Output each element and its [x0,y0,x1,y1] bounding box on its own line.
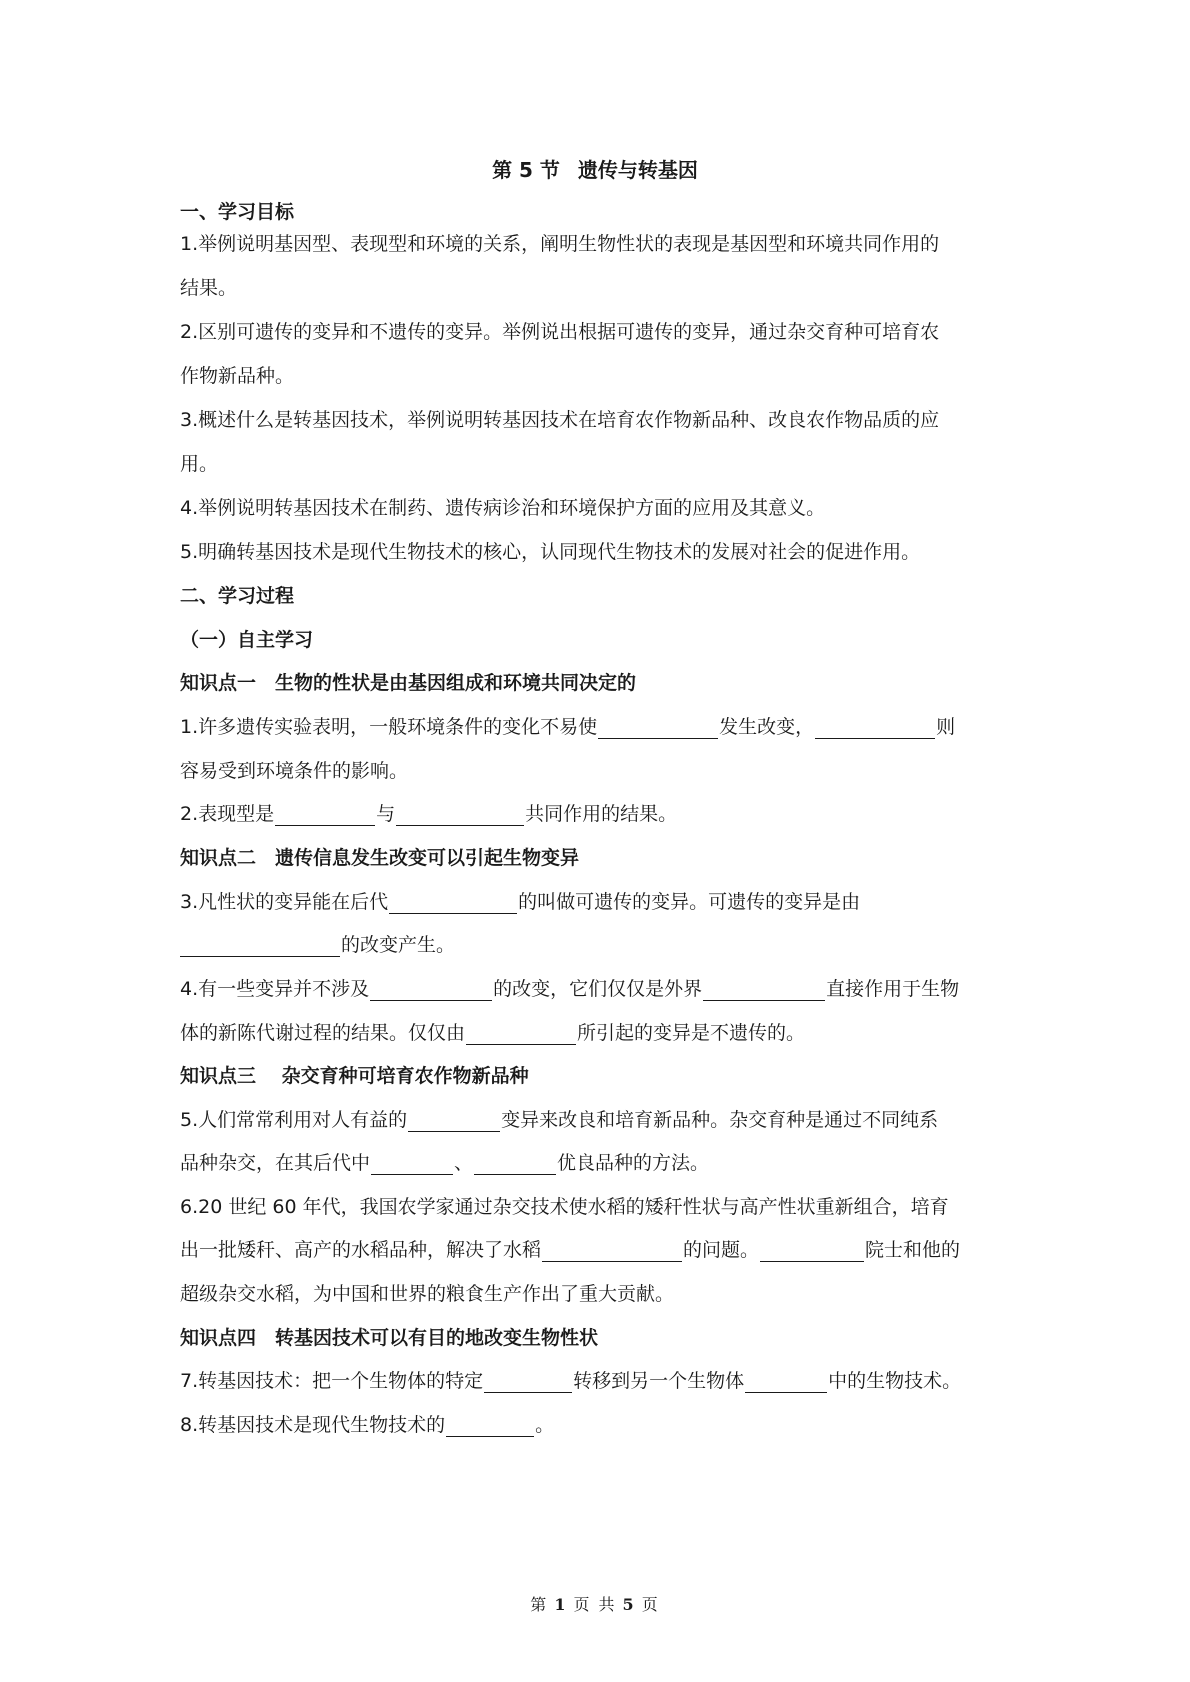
answer-blank[interactable] [466,1024,576,1045]
question-6-line-2: 出一批矮秆、高产的水稻品种，解决了水稻 的问题。 院士和他的 [180,1239,961,1261]
question-5-line-2: 品种杂交，在其后代中 、 优良品种的方法。 [180,1152,710,1174]
question-3-line-1: 3.凡性状的变异能在后代 的叫做可遗传的变异。可遗传的变异是由 [180,891,861,913]
answer-blank[interactable] [370,980,492,1001]
question-7: 7.转基因技术：把一个生物体的特定 转移到另一个生物体 中的生物技术。 [180,1370,962,1392]
knowledge-point-3: 知识点三 杂交育种可培育农作物新品种 [180,1065,529,1087]
answer-blank[interactable] [396,805,524,826]
question-6-line-3: 超级杂交水稻，为中国和世界的粮食生产作出了重大贡献。 [180,1283,675,1305]
answer-blank[interactable] [275,805,375,826]
question-2: 2.表现型是 与 共同作用的结果。 [180,803,678,825]
page-footer: 第 1 页 共 5 页 [530,1595,660,1614]
total-page-count: 5 [622,1595,636,1614]
answer-blank[interactable] [760,1241,864,1262]
answer-blank[interactable] [180,936,340,957]
answer-blank[interactable] [371,1154,453,1175]
section-heading-process: 二、学习过程 [180,585,295,607]
question-1-line-1: 1.许多遗传实验表明，一般环境条件的变化不易使 发生改变， 则 [180,716,956,738]
answer-blank[interactable] [598,718,718,739]
answer-blank[interactable] [745,1372,827,1393]
current-page-number: 1 [554,1595,568,1614]
question-4-line-2: 体的新陈代谢过程的结果。仅仅由 所引起的变异是不遗传的。 [180,1022,806,1044]
knowledge-point-4: 知识点四 转基因技术可以有目的地改变生物性状 [180,1327,599,1349]
knowledge-point-1: 知识点一 生物的性状是由基因组成和环境共同决定的 [180,672,637,694]
knowledge-point-2: 知识点二 遗传信息发生改变可以引起生物变异 [180,847,580,869]
answer-blank[interactable] [474,1154,556,1175]
answer-blank[interactable] [703,980,825,1001]
answer-blank[interactable] [542,1241,682,1262]
question-5-line-1: 5.人们常常利用对人有益的 变异来改良和培育新品种。杂交育种是通过不同纯系 [180,1109,939,1131]
answer-blank[interactable] [446,1416,534,1437]
title-prefix: 第 5 节 [492,158,560,182]
question-6-line-1: 6.20 世纪 60 年代，我国农学家通过杂交技术使水稻的矮秆性状与高产性状重新组合，培育 [180,1196,949,1218]
subsection-self-study: （一）自主学习 [180,629,314,651]
question-4-line-1: 4.有一些变异并不涉及 的改变，它们仅仅是外界 直接作用于生物 [180,978,960,1000]
page-title [0,154,1190,183]
question-8: 8.转基因技术是现代生物技术的 。 [180,1414,555,1436]
objective-1-line-1: 1.举例说明基因型、表现型和环境的关系，阐明生物性状的表现是基因型和环境共同作用的 [180,233,940,255]
answer-blank[interactable] [484,1372,572,1393]
objective-3-line-2: 用。 [180,453,219,475]
answer-blank[interactable] [389,893,517,914]
objective-1-line-2: 结果。 [180,277,238,299]
title-text: 遗传与转基因 [577,158,698,182]
objective-5: 5.明确转基因技术是现代生物技术的核心，认同现代生物技术的发展对社会的促进作用。 [180,541,921,563]
objective-4: 4.举例说明转基因技术在制药、遗传病诊治和环境保护方面的应用及其意义。 [180,497,826,519]
question-3-line-2: 的改变产生。 [180,933,1012,957]
objective-3-line-1: 3.概述什么是转基因技术，举例说明转基因技术在培育农作物新品种、改良农作物品质的应 [180,409,940,431]
objective-2-line-2: 作物新品种。 [180,365,295,387]
section-heading-objectives: 一、学习目标 [180,201,295,223]
objective-2-line-1: 2.区别可遗传的变异和不遗传的变异。举例说出根据可遗传的变异，通过杂交育种可培育农 [180,321,940,343]
answer-blank[interactable] [408,1111,500,1132]
question-1-line-2: 容易受到环境条件的影响。 [180,760,409,782]
answer-blank[interactable] [815,718,935,739]
